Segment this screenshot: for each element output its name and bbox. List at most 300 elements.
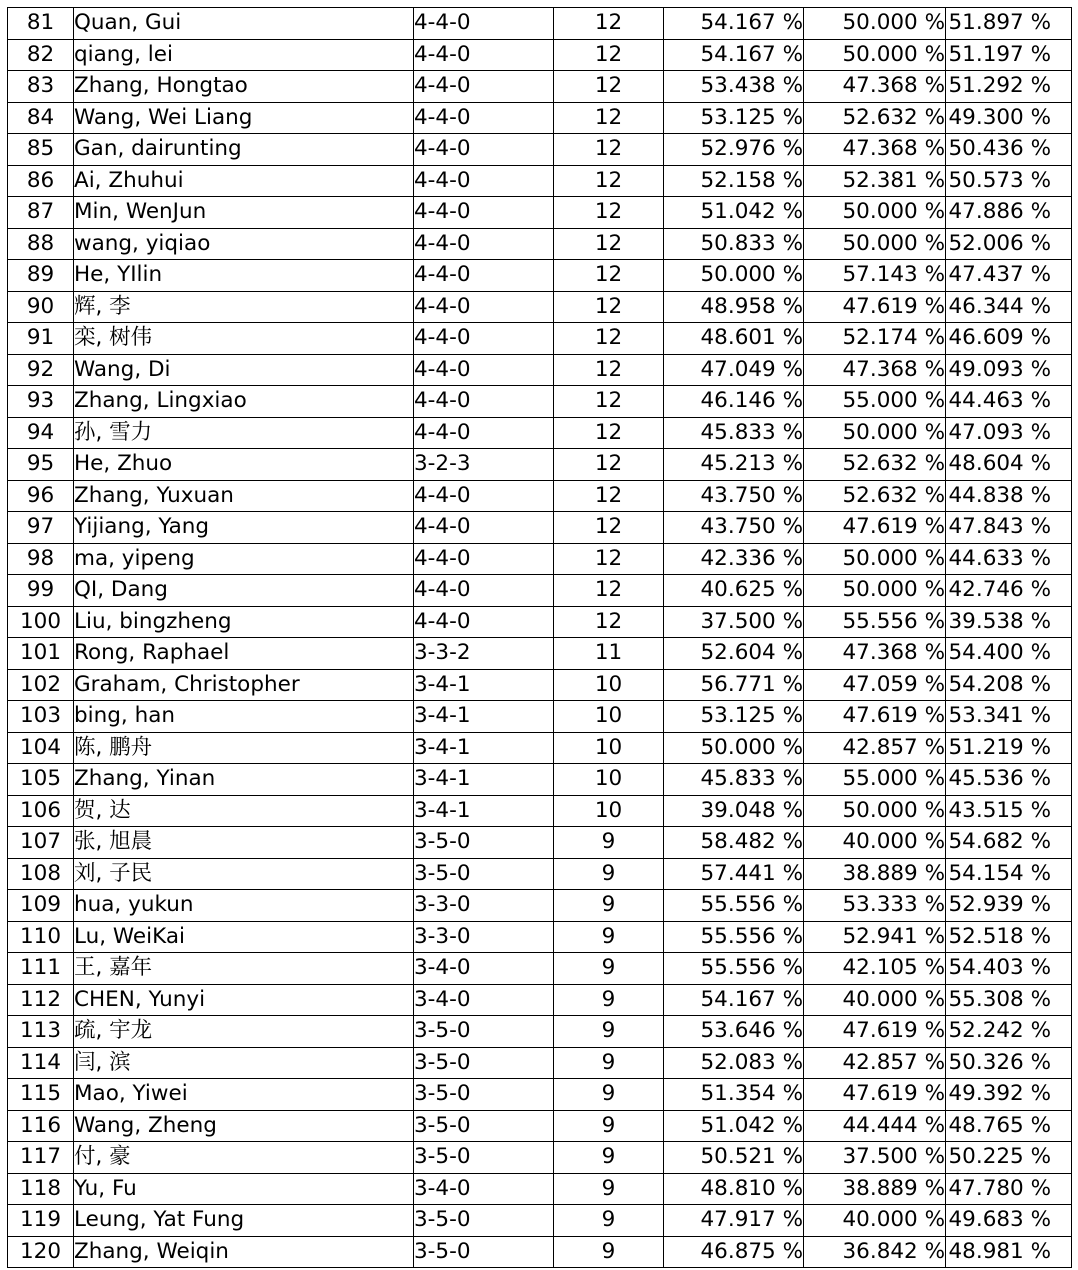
player-name-cell: 陈, 鹏舟 — [74, 732, 414, 764]
table-row — [8, 921, 1072, 953]
points-cell: 12 — [554, 71, 664, 103]
points-cell: 12 — [554, 543, 664, 575]
player-name-cell: 贺, 达 — [74, 795, 414, 827]
percent-1-cell: 48.958 % — [664, 291, 804, 323]
rank-cell: 90 — [8, 291, 74, 323]
percent-1-cell: 47.049 % — [664, 354, 804, 386]
rank-cell: 119 — [8, 1205, 74, 1237]
points-cell: 12 — [554, 480, 664, 512]
rank-cell: 83 — [8, 71, 74, 103]
percent-2-cell: 50.000 % — [804, 417, 946, 449]
points-cell: 12 — [554, 197, 664, 229]
percent-2-cell: 52.632 % — [804, 449, 946, 481]
rank-cell: 81 — [8, 8, 74, 40]
points-cell: 9 — [554, 1110, 664, 1142]
points-cell: 12 — [554, 323, 664, 355]
percent-1-cell: 55.556 % — [664, 953, 804, 985]
percent-2-cell: 38.889 % — [804, 858, 946, 890]
percent-1-cell: 45.213 % — [664, 449, 804, 481]
player-name-cell: 闫, 滨 — [74, 1047, 414, 1079]
rank-cell: 85 — [8, 134, 74, 166]
rank-cell: 86 — [8, 165, 74, 197]
percent-3-cell: 47.437 % — [946, 260, 1072, 292]
player-name-cell: ma, yipeng — [74, 543, 414, 575]
rank-cell: 84 — [8, 102, 74, 134]
rank-cell: 118 — [8, 1173, 74, 1205]
player-name-cell: 王, 嘉年 — [74, 953, 414, 985]
table-body — [8, 8, 1072, 1268]
percent-3-cell: 52.242 % — [946, 1016, 1072, 1048]
percent-3-cell: 39.538 % — [946, 606, 1072, 638]
rank-cell: 91 — [8, 323, 74, 355]
percent-2-cell: 47.619 % — [804, 1079, 946, 1111]
percent-3-cell: 48.981 % — [946, 1236, 1072, 1268]
points-cell: 10 — [554, 732, 664, 764]
percent-2-cell: 55.000 % — [804, 764, 946, 796]
record-cell: 4-4-0 — [414, 323, 554, 355]
player-name-cell: 栾, 树伟 — [74, 323, 414, 355]
rank-cell: 93 — [8, 386, 74, 418]
percent-2-cell: 50.000 % — [804, 197, 946, 229]
percent-3-cell: 52.939 % — [946, 890, 1072, 922]
percent-1-cell: 53.646 % — [664, 1016, 804, 1048]
percent-1-cell: 45.833 % — [664, 417, 804, 449]
percent-3-cell: 51.897 % — [946, 8, 1072, 40]
player-name-cell: Wang, Wei Liang — [74, 102, 414, 134]
table-row — [8, 1047, 1072, 1079]
player-name-cell: 疏, 宇龙 — [74, 1016, 414, 1048]
rank-cell: 100 — [8, 606, 74, 638]
record-cell: 3-4-0 — [414, 984, 554, 1016]
table-row — [8, 71, 1072, 103]
table-row — [8, 543, 1072, 575]
table-row — [8, 165, 1072, 197]
percent-2-cell: 47.368 % — [804, 134, 946, 166]
percent-2-cell: 37.500 % — [804, 1142, 946, 1174]
record-cell: 4-4-0 — [414, 260, 554, 292]
percent-1-cell: 58.482 % — [664, 827, 804, 859]
player-name-cell: Zhang, Yinan — [74, 764, 414, 796]
player-name-cell: Graham, Christopher — [74, 669, 414, 701]
table-row — [8, 1236, 1072, 1268]
percent-1-cell: 55.556 % — [664, 921, 804, 953]
percent-2-cell: 47.619 % — [804, 1016, 946, 1048]
table-row — [8, 8, 1072, 40]
player-name-cell: CHEN, Yunyi — [74, 984, 414, 1016]
percent-3-cell: 43.515 % — [946, 795, 1072, 827]
table-row — [8, 827, 1072, 859]
percent-3-cell: 53.341 % — [946, 701, 1072, 733]
percent-1-cell: 42.336 % — [664, 543, 804, 575]
record-cell: 3-5-0 — [414, 1047, 554, 1079]
percent-2-cell: 52.632 % — [804, 480, 946, 512]
record-cell: 4-4-0 — [414, 417, 554, 449]
player-name-cell: Zhang, Weiqin — [74, 1236, 414, 1268]
player-name-cell: Yijiang, Yang — [74, 512, 414, 544]
percent-2-cell: 53.333 % — [804, 890, 946, 922]
player-name-cell: Leung, Yat Fung — [74, 1205, 414, 1237]
record-cell: 4-4-0 — [414, 8, 554, 40]
rank-cell: 104 — [8, 732, 74, 764]
points-cell: 10 — [554, 669, 664, 701]
record-cell: 3-4-1 — [414, 732, 554, 764]
percent-1-cell: 57.441 % — [664, 858, 804, 890]
points-cell: 10 — [554, 701, 664, 733]
rank-cell: 120 — [8, 1236, 74, 1268]
points-cell: 10 — [554, 764, 664, 796]
table-row — [8, 323, 1072, 355]
percent-3-cell: 49.683 % — [946, 1205, 1072, 1237]
points-cell: 12 — [554, 260, 664, 292]
percent-2-cell: 40.000 % — [804, 827, 946, 859]
table-row — [8, 39, 1072, 71]
rank-cell: 92 — [8, 354, 74, 386]
table-row — [8, 1205, 1072, 1237]
percent-1-cell: 51.354 % — [664, 1079, 804, 1111]
percent-1-cell: 54.167 % — [664, 39, 804, 71]
table-row — [8, 417, 1072, 449]
table-row — [8, 228, 1072, 260]
record-cell: 4-4-0 — [414, 543, 554, 575]
points-cell: 9 — [554, 984, 664, 1016]
points-cell: 9 — [554, 1142, 664, 1174]
points-cell: 10 — [554, 795, 664, 827]
percent-3-cell: 50.326 % — [946, 1047, 1072, 1079]
table-row — [8, 1079, 1072, 1111]
table-row — [8, 953, 1072, 985]
percent-2-cell: 47.619 % — [804, 512, 946, 544]
record-cell: 3-3-0 — [414, 890, 554, 922]
points-cell: 9 — [554, 1047, 664, 1079]
percent-3-cell: 47.843 % — [946, 512, 1072, 544]
table-row — [8, 1110, 1072, 1142]
points-cell: 12 — [554, 228, 664, 260]
rank-cell: 112 — [8, 984, 74, 1016]
rank-cell: 97 — [8, 512, 74, 544]
player-name-cell: 付, 豪 — [74, 1142, 414, 1174]
points-cell: 12 — [554, 134, 664, 166]
record-cell: 4-4-0 — [414, 291, 554, 323]
points-cell: 9 — [554, 921, 664, 953]
percent-1-cell: 48.810 % — [664, 1173, 804, 1205]
points-cell: 12 — [554, 39, 664, 71]
percent-2-cell: 52.174 % — [804, 323, 946, 355]
points-cell: 9 — [554, 1205, 664, 1237]
rank-cell: 115 — [8, 1079, 74, 1111]
percent-2-cell: 47.368 % — [804, 638, 946, 670]
player-name-cell: 张, 旭晨 — [74, 827, 414, 859]
points-cell: 9 — [554, 1079, 664, 1111]
rank-cell: 101 — [8, 638, 74, 670]
points-cell: 9 — [554, 1016, 664, 1048]
record-cell: 4-4-0 — [414, 386, 554, 418]
percent-3-cell: 52.518 % — [946, 921, 1072, 953]
percent-2-cell: 55.000 % — [804, 386, 946, 418]
points-cell: 11 — [554, 638, 664, 670]
rank-cell: 99 — [8, 575, 74, 607]
table-row — [8, 260, 1072, 292]
table-row — [8, 102, 1072, 134]
standings-table — [7, 7, 1072, 1268]
record-cell: 3-4-1 — [414, 669, 554, 701]
percent-1-cell: 47.917 % — [664, 1205, 804, 1237]
percent-1-cell: 46.875 % — [664, 1236, 804, 1268]
record-cell: 4-4-0 — [414, 354, 554, 386]
rank-cell: 109 — [8, 890, 74, 922]
percent-3-cell: 42.746 % — [946, 575, 1072, 607]
table-row — [8, 701, 1072, 733]
percent-3-cell: 54.400 % — [946, 638, 1072, 670]
percent-2-cell: 42.105 % — [804, 953, 946, 985]
record-cell: 4-4-0 — [414, 606, 554, 638]
points-cell: 12 — [554, 512, 664, 544]
percent-2-cell: 40.000 % — [804, 984, 946, 1016]
percent-1-cell: 50.000 % — [664, 260, 804, 292]
percent-3-cell: 44.838 % — [946, 480, 1072, 512]
points-cell: 9 — [554, 827, 664, 859]
percent-3-cell: 45.536 % — [946, 764, 1072, 796]
percent-2-cell: 47.368 % — [804, 354, 946, 386]
record-cell: 4-4-0 — [414, 197, 554, 229]
percent-3-cell: 50.573 % — [946, 165, 1072, 197]
table-row — [8, 480, 1072, 512]
rank-cell: 108 — [8, 858, 74, 890]
percent-3-cell: 44.633 % — [946, 543, 1072, 575]
percent-1-cell: 48.601 % — [664, 323, 804, 355]
player-name-cell: hua, yukun — [74, 890, 414, 922]
percent-1-cell: 50.000 % — [664, 732, 804, 764]
percent-3-cell: 54.403 % — [946, 953, 1072, 985]
rank-cell: 110 — [8, 921, 74, 953]
table-row — [8, 638, 1072, 670]
percent-2-cell: 50.000 % — [804, 575, 946, 607]
player-name-cell: Rong, Raphael — [74, 638, 414, 670]
percent-3-cell: 51.219 % — [946, 732, 1072, 764]
percent-3-cell: 51.292 % — [946, 71, 1072, 103]
record-cell: 3-4-1 — [414, 795, 554, 827]
percent-2-cell: 50.000 % — [804, 228, 946, 260]
record-cell: 4-4-0 — [414, 575, 554, 607]
table-row — [8, 386, 1072, 418]
record-cell: 3-2-3 — [414, 449, 554, 481]
percent-2-cell: 52.941 % — [804, 921, 946, 953]
table-row — [8, 732, 1072, 764]
table-row — [8, 764, 1072, 796]
percent-1-cell: 53.125 % — [664, 701, 804, 733]
player-name-cell: Zhang, Lingxiao — [74, 386, 414, 418]
percent-2-cell: 47.059 % — [804, 669, 946, 701]
record-cell: 3-4-0 — [414, 953, 554, 985]
rank-cell: 117 — [8, 1142, 74, 1174]
percent-1-cell: 43.750 % — [664, 480, 804, 512]
percent-1-cell: 40.625 % — [664, 575, 804, 607]
percent-3-cell: 50.225 % — [946, 1142, 1072, 1174]
percent-2-cell: 50.000 % — [804, 8, 946, 40]
player-name-cell: Yu, Fu — [74, 1173, 414, 1205]
percent-2-cell: 38.889 % — [804, 1173, 946, 1205]
player-name-cell: Min, WenJun — [74, 197, 414, 229]
record-cell: 3-4-1 — [414, 764, 554, 796]
percent-3-cell: 54.154 % — [946, 858, 1072, 890]
record-cell: 3-5-0 — [414, 1110, 554, 1142]
points-cell: 9 — [554, 953, 664, 985]
percent-3-cell: 46.344 % — [946, 291, 1072, 323]
percent-1-cell: 54.167 % — [664, 984, 804, 1016]
percent-1-cell: 52.158 % — [664, 165, 804, 197]
player-name-cell: Gan, dairunting — [74, 134, 414, 166]
player-name-cell: Zhang, Yuxuan — [74, 480, 414, 512]
percent-3-cell: 49.300 % — [946, 102, 1072, 134]
points-cell: 12 — [554, 354, 664, 386]
percent-2-cell: 57.143 % — [804, 260, 946, 292]
record-cell: 4-4-0 — [414, 39, 554, 71]
percent-3-cell: 52.006 % — [946, 228, 1072, 260]
rank-cell: 89 — [8, 260, 74, 292]
table-row — [8, 890, 1072, 922]
percent-1-cell: 53.438 % — [664, 71, 804, 103]
table-row — [8, 575, 1072, 607]
percent-1-cell: 46.146 % — [664, 386, 804, 418]
percent-2-cell: 50.000 % — [804, 795, 946, 827]
record-cell: 4-4-0 — [414, 512, 554, 544]
rank-cell: 94 — [8, 417, 74, 449]
percent-2-cell: 47.619 % — [804, 291, 946, 323]
table-row — [8, 1173, 1072, 1205]
player-name-cell: He, Zhuo — [74, 449, 414, 481]
record-cell: 4-4-0 — [414, 165, 554, 197]
percent-1-cell: 50.833 % — [664, 228, 804, 260]
percent-1-cell: 39.048 % — [664, 795, 804, 827]
percent-3-cell: 48.765 % — [946, 1110, 1072, 1142]
points-cell: 9 — [554, 890, 664, 922]
record-cell: 4-4-0 — [414, 228, 554, 260]
rank-cell: 103 — [8, 701, 74, 733]
player-name-cell: Wang, Di — [74, 354, 414, 386]
player-name-cell: 孙, 雪力 — [74, 417, 414, 449]
percent-1-cell: 43.750 % — [664, 512, 804, 544]
table-row — [8, 449, 1072, 481]
rank-cell: 87 — [8, 197, 74, 229]
rank-cell: 88 — [8, 228, 74, 260]
player-name-cell: Quan, Gui — [74, 8, 414, 40]
percent-2-cell: 52.381 % — [804, 165, 946, 197]
table-row — [8, 1016, 1072, 1048]
record-cell: 3-5-0 — [414, 1205, 554, 1237]
percent-1-cell: 56.771 % — [664, 669, 804, 701]
percent-2-cell: 40.000 % — [804, 1205, 946, 1237]
points-cell: 9 — [554, 858, 664, 890]
percent-2-cell: 36.842 % — [804, 1236, 946, 1268]
record-cell: 4-4-0 — [414, 102, 554, 134]
percent-3-cell: 47.886 % — [946, 197, 1072, 229]
points-cell: 12 — [554, 165, 664, 197]
table-row — [8, 134, 1072, 166]
table-row — [8, 669, 1072, 701]
percent-3-cell: 49.093 % — [946, 354, 1072, 386]
points-cell: 12 — [554, 291, 664, 323]
percent-2-cell: 44.444 % — [804, 1110, 946, 1142]
table-row — [8, 858, 1072, 890]
percent-3-cell: 46.609 % — [946, 323, 1072, 355]
points-cell: 9 — [554, 1173, 664, 1205]
record-cell: 3-5-0 — [414, 1142, 554, 1174]
table-row — [8, 606, 1072, 638]
percent-1-cell: 52.604 % — [664, 638, 804, 670]
points-cell: 9 — [554, 1236, 664, 1268]
percent-1-cell: 37.500 % — [664, 606, 804, 638]
record-cell: 3-3-2 — [414, 638, 554, 670]
percent-3-cell: 55.308 % — [946, 984, 1072, 1016]
player-name-cell: He, YIlin — [74, 260, 414, 292]
record-cell: 3-5-0 — [414, 827, 554, 859]
player-name-cell: Ai, Zhuhui — [74, 165, 414, 197]
record-cell: 3-4-1 — [414, 701, 554, 733]
table-row — [8, 984, 1072, 1016]
points-cell: 12 — [554, 386, 664, 418]
points-cell: 12 — [554, 606, 664, 638]
table-row — [8, 1142, 1072, 1174]
record-cell: 3-5-0 — [414, 1016, 554, 1048]
rank-cell: 113 — [8, 1016, 74, 1048]
player-name-cell: Liu, bingzheng — [74, 606, 414, 638]
percent-1-cell: 54.167 % — [664, 8, 804, 40]
percent-2-cell: 47.619 % — [804, 701, 946, 733]
player-name-cell: wang, yiqiao — [74, 228, 414, 260]
player-name-cell: 辉, 李 — [74, 291, 414, 323]
percent-2-cell: 50.000 % — [804, 543, 946, 575]
rank-cell: 107 — [8, 827, 74, 859]
percent-2-cell: 50.000 % — [804, 39, 946, 71]
percent-3-cell: 47.093 % — [946, 417, 1072, 449]
percent-3-cell: 48.604 % — [946, 449, 1072, 481]
points-cell: 12 — [554, 8, 664, 40]
rank-cell: 111 — [8, 953, 74, 985]
percent-1-cell: 51.042 % — [664, 197, 804, 229]
player-name-cell: qiang, lei — [74, 39, 414, 71]
table-row — [8, 512, 1072, 544]
record-cell: 3-5-0 — [414, 858, 554, 890]
table-row — [8, 291, 1072, 323]
points-cell: 12 — [554, 449, 664, 481]
percent-2-cell: 52.632 % — [804, 102, 946, 134]
table-row — [8, 354, 1072, 386]
rank-cell: 105 — [8, 764, 74, 796]
percent-3-cell: 51.197 % — [946, 39, 1072, 71]
points-cell: 12 — [554, 575, 664, 607]
rank-cell: 95 — [8, 449, 74, 481]
percent-1-cell: 51.042 % — [664, 1110, 804, 1142]
table-row — [8, 795, 1072, 827]
rank-cell: 96 — [8, 480, 74, 512]
record-cell: 4-4-0 — [414, 480, 554, 512]
points-cell: 12 — [554, 102, 664, 134]
percent-1-cell: 45.833 % — [664, 764, 804, 796]
rank-cell: 98 — [8, 543, 74, 575]
percent-2-cell: 47.368 % — [804, 71, 946, 103]
percent-3-cell: 49.392 % — [946, 1079, 1072, 1111]
percent-1-cell: 52.083 % — [664, 1047, 804, 1079]
player-name-cell: Lu, WeiKai — [74, 921, 414, 953]
percent-1-cell: 55.556 % — [664, 890, 804, 922]
record-cell: 3-3-0 — [414, 921, 554, 953]
player-name-cell: 刘, 子民 — [74, 858, 414, 890]
percent-1-cell: 53.125 % — [664, 102, 804, 134]
percent-3-cell: 54.682 % — [946, 827, 1072, 859]
percent-2-cell: 42.857 % — [804, 1047, 946, 1079]
player-name-cell: Wang, Zheng — [74, 1110, 414, 1142]
record-cell: 3-5-0 — [414, 1079, 554, 1111]
percent-3-cell: 47.780 % — [946, 1173, 1072, 1205]
